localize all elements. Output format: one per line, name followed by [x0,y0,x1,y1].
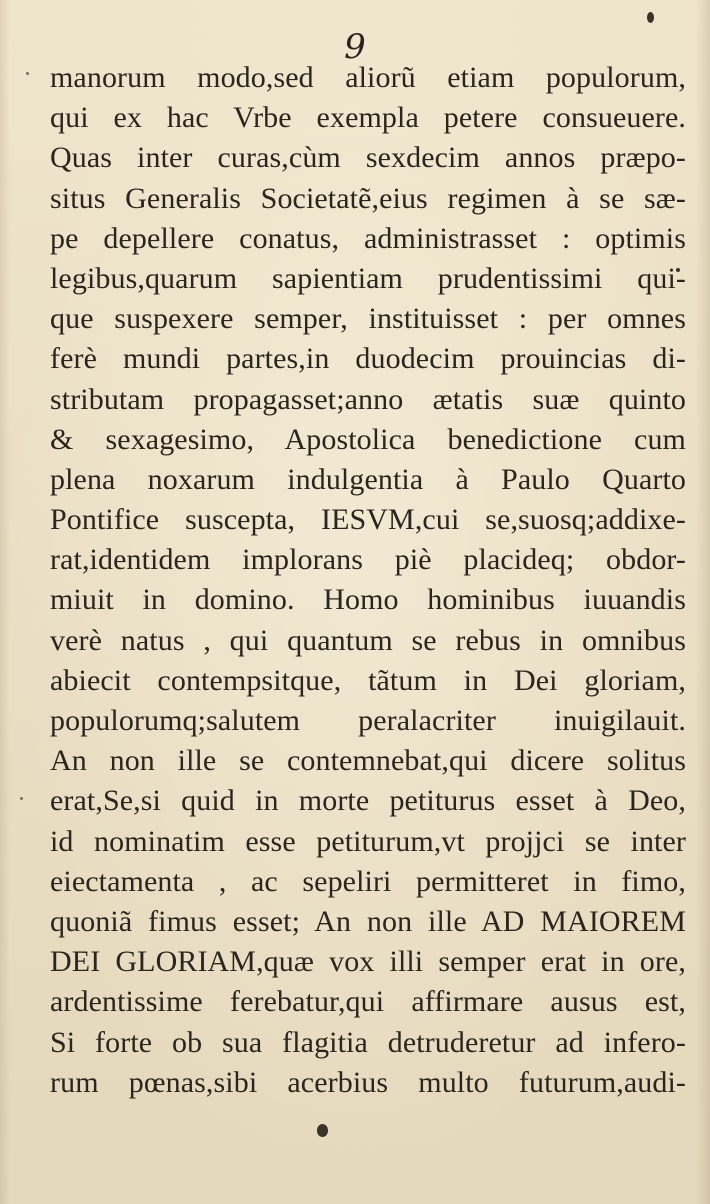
text-line: quoniã fimus esset; An non ille AD MAIOREM [50,904,686,938]
text-line: plena noxarum indulgentia à Paulo Quarto [50,462,686,496]
text-line: ferè mundi partes,in duodecim prouincias di- [50,342,686,376]
text-line: qui ex hac Vrbe exempla petere consueuere. [50,101,686,135]
ink-speck [26,72,29,75]
text-line: rum pœnas,sibi acerbius multo futurum,audi- [50,1065,686,1099]
text-line: populorumq;salutem peralacriter inuigilauit. [50,704,686,737]
text-line: que suspexere semper, instituisset : per omnes [50,302,686,336]
text-line: manorum modo,sed aliorũ etiam populorum, [50,61,686,94]
ink-speck [647,12,654,23]
text-line: id nominatim esse petiturum,vt projjci se inter [50,824,686,858]
text-line: ardentissime ferebatur,qui affirmare ausus est, [50,985,686,1019]
gutter-shadow [0,0,10,1204]
text-line: rat,identidem implorans piè placideq; obdor- [50,543,686,577]
text-line: abiecit contempsitque, tãtum in Dei gloriam, [50,663,686,697]
text-line: Pontifice suscepta, IESVM,cui se,suosq;addixe- [50,503,686,537]
text-line: DEI GLORIAM,quæ vox illi semper erat in ore, [50,945,686,979]
text-line: stributam propagasset;anno ætatis suæ quinto [50,382,686,416]
body-text [50,58,686,1103]
text-line: pe depellere conatus, administrasset : optimis [50,221,686,255]
text-line: An non ille se contemnebat,qui dicere solitus [50,744,686,778]
ink-speck [317,1124,328,1137]
text-line: verè natus , qui quantum se rebus in omnibus [50,623,686,657]
text-line: Si forte ob sua flagitia detruderetur ad infero- [50,1025,686,1059]
page-number: 9 [344,27,366,67]
ink-speck [20,797,23,800]
text-line: Quas inter curas,cùm sexdecim annos præpo- [50,141,686,175]
text-line: eiectamenta , ac sepeliri permitteret in fimo, [50,864,686,898]
text-line: & sexagesimo, Apostolica benedictione cum [50,422,686,456]
text-line: situs Generalis Societatẽ,eius regimen à se sæ- [50,181,686,215]
page-edge-shadow [696,0,710,1204]
text-line: legibus,quarum sapientiam prudentissimi qui- [50,261,686,295]
text-line: erat,Se,si quid in morte petiturus esset à Deo, [50,784,686,818]
text-line: miuit in domino. Homo hominibus iuuandis [50,583,686,617]
